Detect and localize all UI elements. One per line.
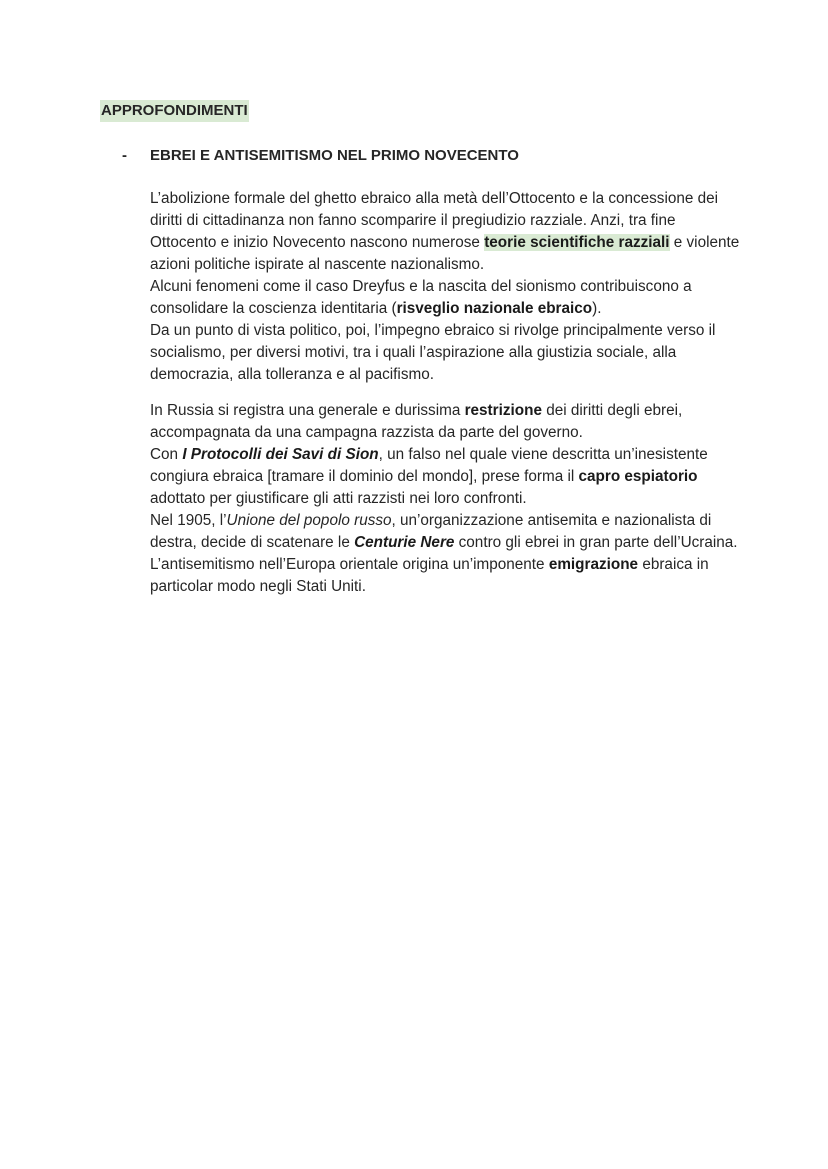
- bold-restrizione: restrizione: [464, 402, 542, 419]
- text-run: Alcuni fenomeni come il caso Dreyfus e la nascita del sionismo contribuiscono a consolidare la coscienza identitaria (: [150, 278, 692, 317]
- text-run: L’abolizione formale del ghetto ebraico alla metà dell’Ottocento e la concessione dei diritti di cittadinanza non fanno scomparire il pregiudizio razziale. Anzi, tra fine Ottocento e inizio Novecento nascono numerose: [150, 190, 719, 251]
- subsection-title: EBREI E ANTISEMITISMO NEL PRIMO NOVECENTO: [150, 147, 519, 164]
- paragraph-dreyfus: [150, 276, 740, 320]
- text-run: ebraica in particolar modo negli Stati Uniti.: [150, 556, 709, 595]
- paragraph-1905: [150, 510, 740, 598]
- paragraph-ghetto: [150, 188, 740, 276]
- body-text: [150, 188, 740, 598]
- bold-italic-centurie: Centurie Nere: [354, 534, 455, 551]
- text-run: e violente azioni politiche ispirate al nascente nazionalismo.: [150, 234, 740, 273]
- section-heading: APPROFONDIMENTI: [100, 100, 249, 122]
- text-run: contro gli ebrei in gran parte dell’Ucraina. L’antisemitismo nell’Europa orientale origina un’imponente: [150, 534, 738, 573]
- paragraph-russia: [150, 400, 740, 444]
- paragraph-socialismo: [150, 320, 740, 386]
- italic-unione: Unione del popolo russo: [226, 512, 392, 529]
- bold-capro-espiatorio: capro espiatorio: [578, 468, 698, 485]
- text-run: Nel 1905, l’: [150, 512, 227, 529]
- text-run: In Russia si registra una generale e durissima: [150, 402, 465, 419]
- text-run: dei diritti degli ebrei, accompagnata da una campagna razzista da parte del governo.: [150, 402, 683, 441]
- text-run: Da un punto di vista politico, poi, l’impegno ebraico si rivolge principalmente verso il socialismo, per diversi motivi, tra i quali l’aspirazione alla giustizia sociale, alla democrazia, alla tolleranza e al pacifismo.: [150, 322, 716, 383]
- bold-risveglio: risveglio nazionale ebraico: [396, 300, 593, 317]
- highlight-teorie-razziali: teorie scientifiche razziali: [484, 234, 670, 251]
- paragraph-protocolli: [150, 444, 740, 510]
- text-run: ).: [592, 300, 602, 317]
- bold-emigrazione: emigrazione: [548, 556, 639, 573]
- text-run: Con: [150, 446, 183, 463]
- text-run: adottato per giustificare gli atti razzisti nei loro confronti.: [150, 490, 527, 507]
- subsection-heading: [122, 146, 519, 166]
- text-run: , un falso nel quale viene descritta un’inesistente congiura ebraica [tramare il dominio del mondo], prese forma il: [150, 446, 708, 485]
- bold-italic-protocolli: I Protocolli dei Savi di Sion: [182, 446, 379, 463]
- list-bullet: -: [122, 147, 127, 164]
- text-run: , un’organizzazione antisemita e nazionalista di destra, decide di scatenare le: [150, 512, 712, 551]
